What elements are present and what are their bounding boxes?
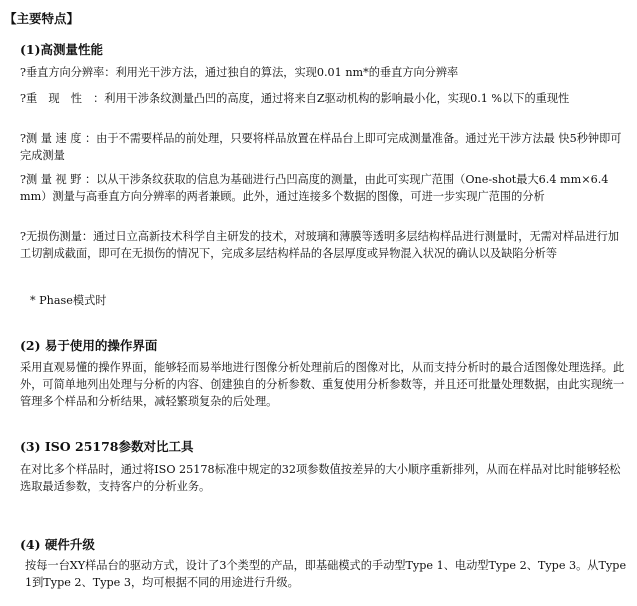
section-2-title: (2) 易于使用的操作界面: [20, 338, 158, 353]
section-1-footnote: * Phase模式时: [30, 294, 107, 307]
section-3-title: (3) ISO 25178参数对比工具: [20, 439, 194, 454]
section-4-body: 按每一台XY样品台的驱动方式，设计了3个类型的产品，即基础模式的手动型Type 1、电动型Type 2、Type 3。从Type 1到Type 2、Type 3，均可根据不同的用途进行升级。: [25, 559, 627, 589]
section-1-item-field-of-view: ?测 量 视 野 ：以从干涉条纹获取的信息为基础进行凸凹高度的测量，由此可实现广范围（One-shot最大6.4 mm×6.4 mm）测量与高垂直方向分辨率的两者兼顾。此外，通过连接多个数据的图像，可进一步实现广范围的分析: [20, 173, 609, 203]
main-heading: 【主要特点】: [4, 11, 80, 26]
section-1-title: (1)高测量性能: [20, 42, 104, 57]
section-1-item-resolution: ?垂直方向分辨率：利用光干涉方法，通过独自的算法，实现0.01 nm*的垂直方向分辨率: [20, 66, 459, 79]
section-1-item-speed: ?测 量 速 度 ：由于不需要样品的前处理，只要将样品放置在样品台上即可完成测量准备。通过光干涉方法最 快5秒钟即可完成测量: [20, 132, 622, 162]
section-1-item-nondestructive: ?无损伤测量：通过日立高新技术科学自主研发的技术，对玻璃和薄膜等透明多层结构样品进行测量时，无需对样品进行加工切割成截面，即可在无损伤的情况下，完成多层结构样品的各层厚度或异物混入状况的确认以及缺陷分析等: [20, 230, 619, 260]
section-4-title: (4) 硬件升级: [20, 537, 95, 552]
section-2-body: 采用直观易懂的操作界面，能够轻而易举地进行图像分析处理前后的图像对比，从而支持分析时的最合适图像处理选择。此外，可简单地列出处理与分析的内容、创建独自的分析参数、重复使用分析参数等，并且还可批量处理数据，由此实现统一管理多个样品和分析结果，减轻繁琐复杂的后处理。: [20, 361, 625, 408]
section-1-item-repeatability: ?重 现 性 ：利用干涉条纹测量凸凹的高度，通过将来自Z驱动机构的影响最小化，实现0.1 %以下的重现性: [20, 92, 570, 105]
section-3-body: 在对比多个样品时，通过将ISO 25178标准中规定的32项参数值按差异的大小顺序重新排列，从而在样品对比时能够轻松选取最适参数，支持客户的分析业务。: [20, 463, 621, 493]
